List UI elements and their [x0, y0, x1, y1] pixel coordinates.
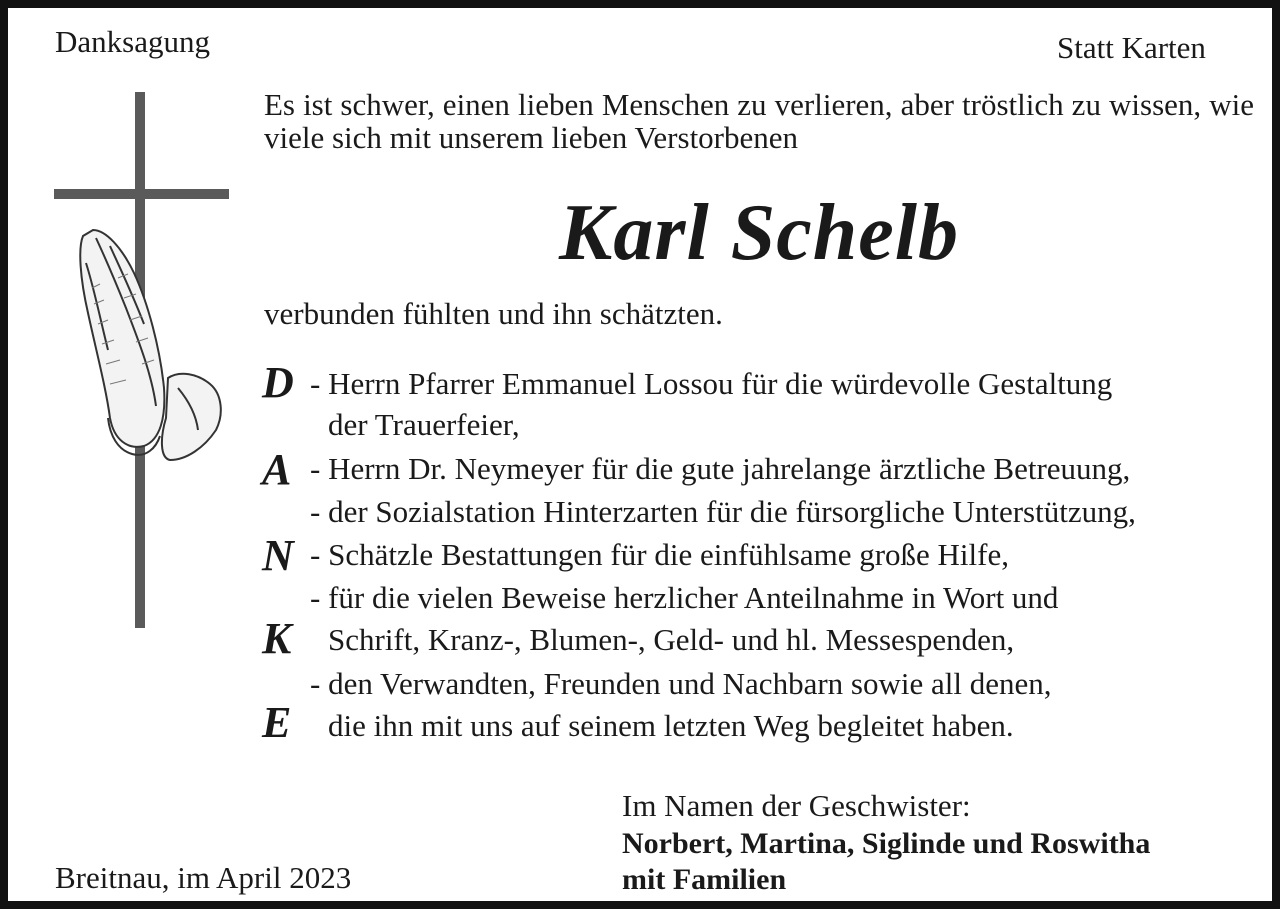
acrostic-letter-n: N — [262, 531, 294, 580]
thanks-line: Schrift, Kranz-, Blumen-, Geld- und hl. Messespenden, — [328, 622, 1015, 657]
thanks-line: - Schätzle Bestattungen für die einfühlsame große Hilfe, — [310, 537, 1009, 572]
acrostic-letter-d: D — [262, 358, 294, 407]
thanks-line: - Herrn Pfarrer Emmanuel Lossou für die würdevolle Gestaltung — [310, 366, 1113, 401]
header-right-label: Statt Karten — [1057, 30, 1206, 65]
place-date: Breitnau, im April 2023 — [55, 860, 352, 895]
thanks-line: - Herrn Dr. Neymeyer für die gute jahrelange ärztliche Betreuung, — [310, 451, 1131, 486]
deceased-name: Karl Schelb — [559, 189, 959, 277]
signature-names-line2: mit Familien — [622, 863, 787, 896]
acrostic-letter-e: E — [262, 698, 292, 747]
acrostic-letter-a: A — [262, 445, 292, 494]
intro-text: Es ist schwer, einen lieben Menschen zu verlieren, aber tröstlich zu wissen, wie viele sich mit unserem lieben Verstorbenen — [264, 87, 1254, 155]
cross-with-praying-hands-icon — [48, 88, 238, 633]
subline-text: verbunden fühlten und ihn schätzten. — [264, 296, 723, 331]
thanks-line: der Trauerfeier, — [328, 407, 520, 442]
thanks-line: - für die vielen Beweise herzlicher Anteilnahme in Wort und — [310, 580, 1059, 615]
signature-names-line1: Norbert, Martina, Siglinde und Roswitha — [622, 827, 1151, 860]
acrostic-letter-k: K — [262, 614, 292, 663]
header-left-label: Danksagung — [55, 24, 210, 59]
thanks-line: die ihn mit uns auf seinem letzten Weg begleitet haben. — [328, 708, 1014, 743]
signature-intro: Im Namen der Geschwister: — [622, 788, 971, 823]
thanks-line: - der Sozialstation Hinterzarten für die fürsorgliche Unterstützung, — [310, 494, 1136, 529]
thanks-line: - den Verwandten, Freunden und Nachbarn sowie all denen, — [310, 666, 1052, 701]
signature-names — [622, 826, 1150, 898]
